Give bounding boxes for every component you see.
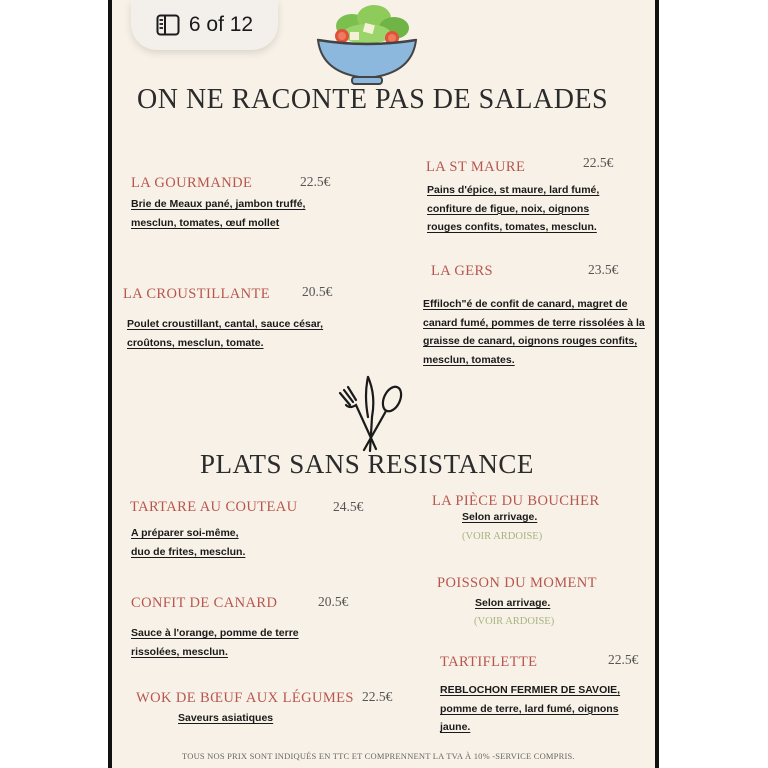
item-desc-la-gourmande bbox=[131, 195, 305, 232]
item-note-poisson: (VOIR ARDOISE) bbox=[474, 616, 555, 627]
desc-line: REBLOCHON FERMIER DE SAVOIE, bbox=[440, 684, 621, 696]
desc-line: duo de frites, mesclun. bbox=[131, 545, 246, 558]
item-desc-wok bbox=[178, 709, 273, 728]
item-price-la-gers: 23.5€ bbox=[588, 262, 619, 277]
item-name-wok: WOK DE BŒUF AUX LÉGUMES bbox=[136, 690, 354, 706]
item-desc-tartare bbox=[131, 524, 245, 561]
desc-line: A préparer soi-même, bbox=[131, 527, 239, 539]
desc-line: Pains d'épice, st maure, lard fumé, bbox=[427, 184, 600, 196]
page-counter: 6 of 12 bbox=[188, 13, 254, 36]
desc-line: graisse de canard, oignons rouges confits, bbox=[423, 335, 638, 348]
desc-line: mesclun, tomates, œuf mollet bbox=[131, 216, 280, 229]
desc-line: Saveurs asiatiques bbox=[178, 712, 274, 724]
desc-line: jaune. bbox=[440, 721, 471, 734]
item-desc-poisson bbox=[475, 594, 550, 613]
cutlery-icon bbox=[336, 375, 404, 453]
desc-line: Sauce à l'orange, pomme de terre bbox=[131, 627, 299, 639]
item-desc-confit bbox=[131, 624, 299, 661]
salad-bowl-icon bbox=[312, 2, 422, 88]
item-name-piece-du-boucher: LA PIÈCE DU BOUCHER bbox=[432, 493, 600, 509]
item-price-confit: 20.5€ bbox=[318, 594, 349, 609]
item-name-tartare: TARTARE AU COUTEAU bbox=[130, 499, 298, 515]
sidebar-icon[interactable] bbox=[156, 14, 180, 36]
desc-line: Poulet croustillant, cantal, sauce césar, bbox=[127, 318, 324, 330]
salads-section-title: ON NE RACONTE PAS DE SALADES bbox=[137, 84, 609, 115]
desc-line: Effiloch"é de confit de canard, magret de bbox=[423, 298, 628, 310]
mains-section-title: PLATS SANS RESISTANCE bbox=[200, 449, 534, 479]
item-name-confit: CONFIT DE CANARD bbox=[131, 595, 278, 611]
desc-line: Selon arrivage. bbox=[462, 511, 538, 523]
desc-line: confiture de figue, noix, oignons bbox=[427, 202, 590, 215]
item-desc-la-gers bbox=[423, 295, 645, 370]
item-desc-piece-du-boucher bbox=[462, 508, 537, 527]
item-price-tartare: 24.5€ bbox=[333, 499, 364, 514]
desc-line: mesclun, tomates. bbox=[423, 354, 515, 367]
item-price-wok: 22.5€ bbox=[362, 689, 393, 704]
desc-line: rissolées, mesclun. bbox=[131, 645, 228, 658]
item-name-tartiflette: TARTIFLETTE bbox=[440, 654, 538, 670]
item-note-piece-du-boucher: (VOIR ARDOISE) bbox=[462, 531, 543, 542]
desc-line: Brie de Meaux pané, jambon truffé, bbox=[131, 198, 306, 210]
item-desc-la-st-maure bbox=[427, 181, 599, 237]
desc-line: canard fumé, pommes de terre rissolées à la bbox=[423, 316, 645, 329]
page-counter-pill[interactable] bbox=[131, 0, 278, 50]
item-price-la-croustillante: 20.5€ bbox=[302, 284, 333, 299]
item-name-la-croustillante: LA CROUSTILLANTE bbox=[123, 286, 270, 302]
item-price-la-gourmande: 22.5€ bbox=[300, 174, 331, 189]
item-price-tartiflette: 22.5€ bbox=[608, 652, 639, 667]
menu-footer: TOUS NOS PRIX SONT INDIQUÉS EN TTC ET COMPRENNENT LA TVA À 10% -SERVICE COMPRIS. bbox=[182, 751, 575, 761]
item-name-poisson: POISSON DU MOMENT bbox=[437, 575, 597, 591]
item-price-la-st-maure: 22.5€ bbox=[583, 155, 614, 170]
desc-line: rouges confits, tomates, mesclun. bbox=[427, 221, 597, 234]
desc-line: Selon arrivage. bbox=[475, 597, 551, 609]
desc-line: pomme de terre, lard fumé, oignons bbox=[440, 702, 619, 715]
item-name-la-gers: LA GERS bbox=[431, 263, 494, 279]
desc-line: croûtons, mesclun, tomate. bbox=[127, 336, 264, 349]
item-desc-tartiflette bbox=[440, 681, 620, 737]
item-name-la-gourmande: LA GOURMANDE bbox=[131, 175, 253, 191]
item-desc-la-croustillante bbox=[127, 315, 323, 352]
item-name-la-st-maure: LA ST MAURE bbox=[426, 159, 526, 175]
